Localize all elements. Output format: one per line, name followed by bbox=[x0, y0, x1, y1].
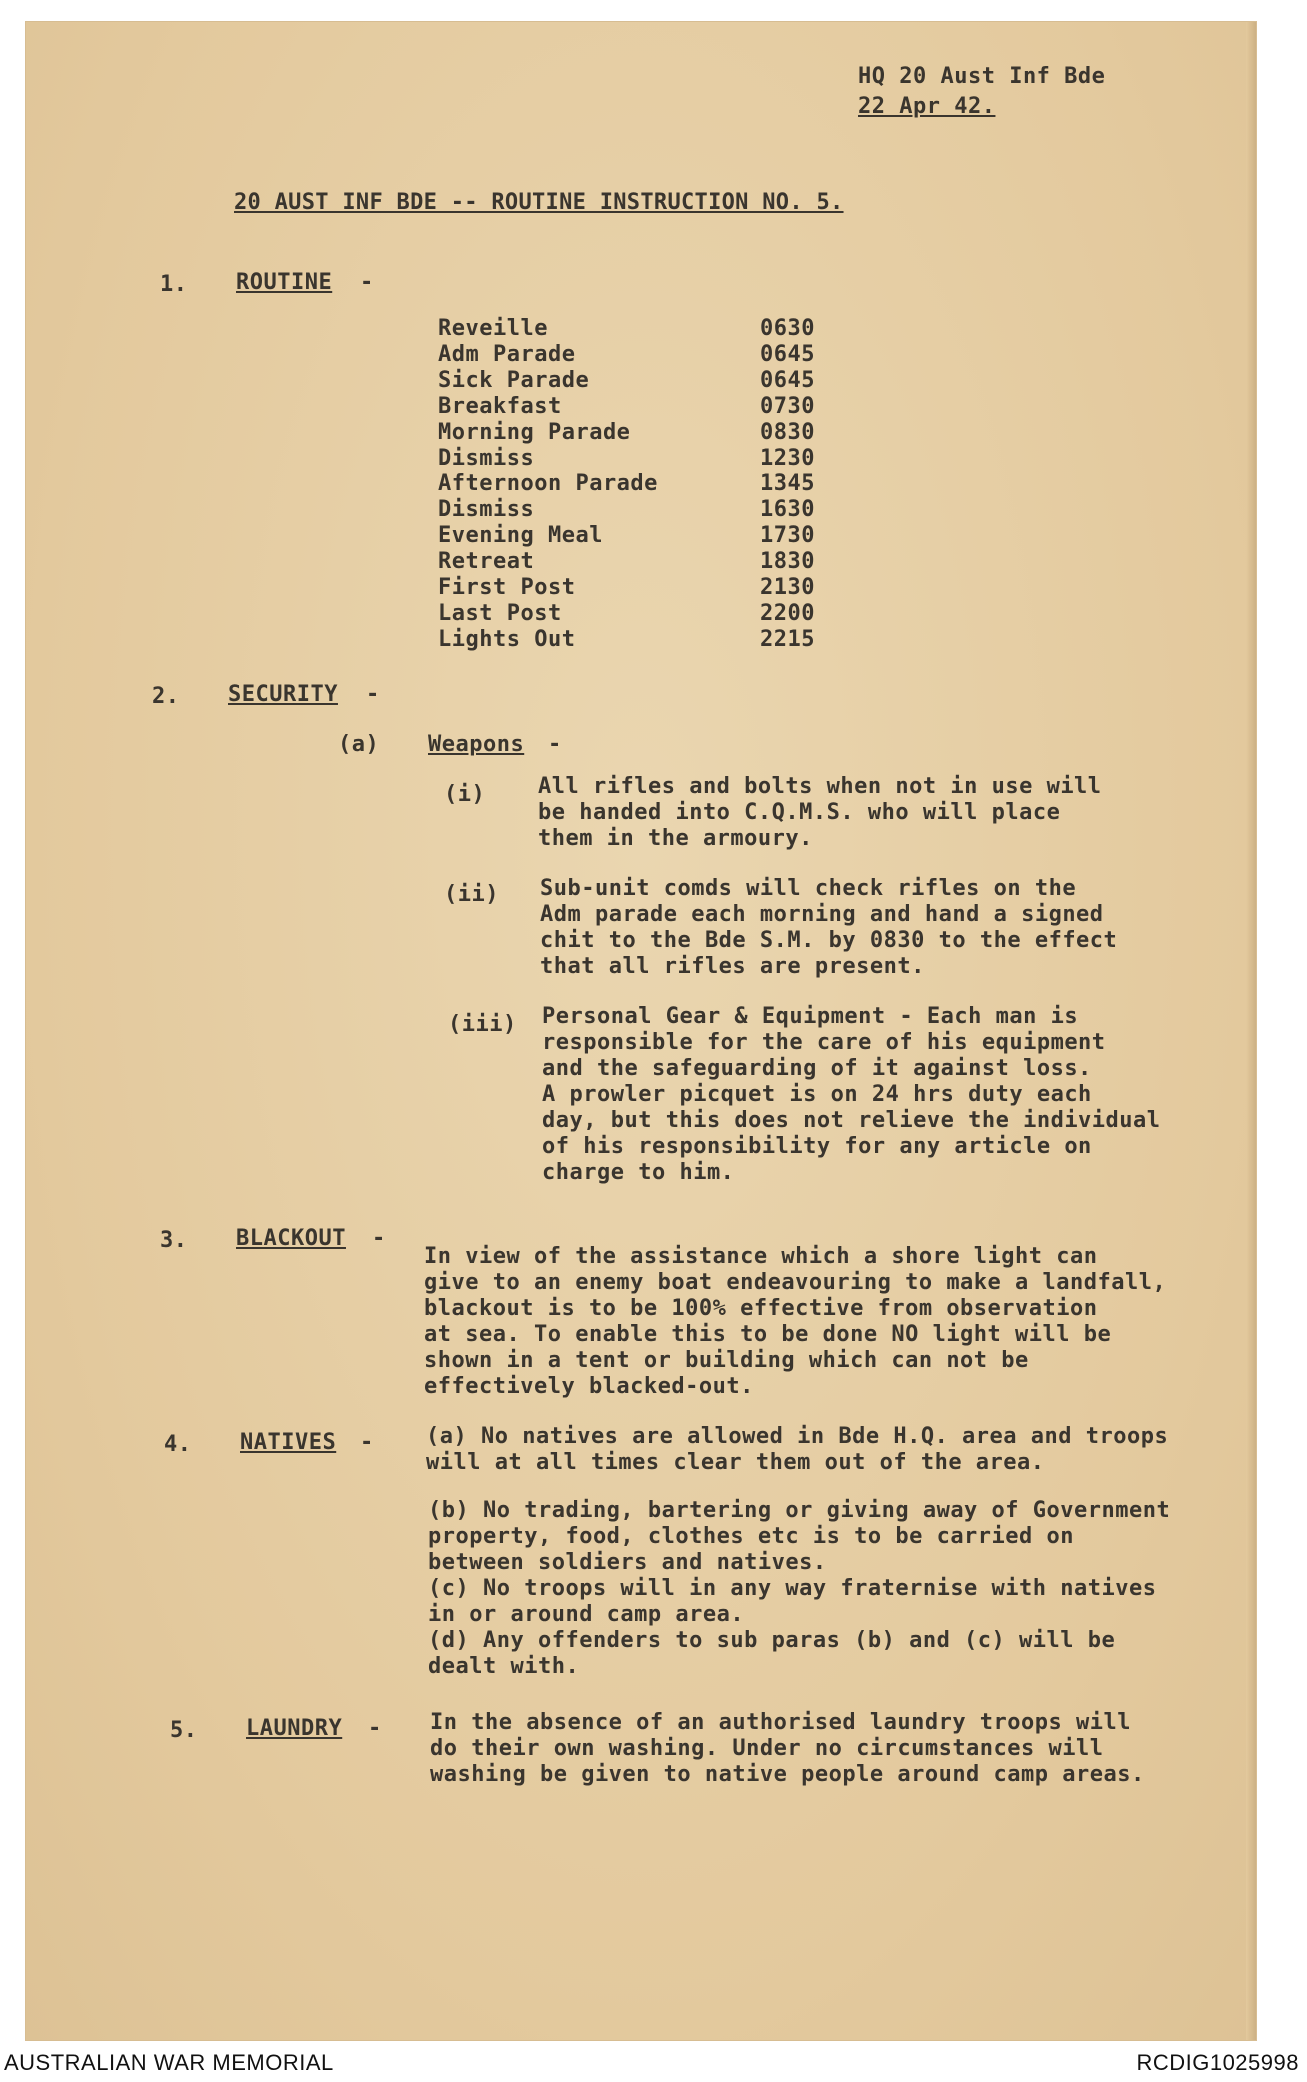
section-1-number: 1. bbox=[160, 272, 188, 297]
routine-event: Last Post bbox=[438, 600, 562, 626]
security-item-3-text: Personal Gear & Equipment - Each man is responsible for the care of his equipment and the safeguarding of it against loss. A prowler picquet is on 24 hrs duty each day, but this does not relieve the individual of his responsibility for any article on charge to him. bbox=[542, 1004, 1161, 1185]
routine-row bbox=[438, 471, 838, 497]
routine-time: 0630 bbox=[760, 316, 815, 341]
routine-row bbox=[438, 368, 838, 394]
routine-event: Dismiss bbox=[438, 497, 535, 523]
routine-event: Retreat bbox=[438, 549, 535, 575]
section-5-number: 5. bbox=[170, 1718, 198, 1743]
section-5-heading: LAUNDRY bbox=[246, 1716, 343, 1741]
header-date: 22 Apr 42. bbox=[858, 94, 996, 119]
routine-time: 1630 bbox=[760, 497, 815, 523]
routine-event: Breakfast bbox=[438, 393, 562, 419]
routine-row bbox=[438, 575, 838, 601]
routine-row bbox=[438, 627, 838, 653]
routine-row bbox=[438, 601, 838, 627]
section-2-dash: - bbox=[366, 682, 380, 707]
document-title: 20 AUST INF BDE -- ROUTINE INSTRUCTION NO. 5. bbox=[234, 190, 844, 215]
routine-event: Morning Parade bbox=[438, 419, 631, 445]
routine-event: Reveille bbox=[438, 316, 548, 341]
security-sub-heading: Weapons bbox=[428, 732, 525, 757]
routine-time: 2200 bbox=[760, 600, 815, 626]
section-3-dash: - bbox=[372, 1226, 386, 1251]
security-item-3-number: (iii) bbox=[448, 1012, 517, 1037]
section-2-number: 2. bbox=[152, 684, 180, 709]
routine-row bbox=[438, 446, 838, 472]
routine-event: Dismiss bbox=[438, 445, 535, 471]
routine-time: 1830 bbox=[760, 549, 815, 575]
section-5-dash: - bbox=[368, 1716, 382, 1741]
security-sub-label: (a) bbox=[338, 732, 380, 757]
blackout-text: In view of the assistance which a shore light can give to an enemy boat endeavouring to make a landfall, blackout is to be 100% effective from observation at sea. To enable this to be done NO light will be shown in a tent or building which can not be effectively blacked-out. bbox=[424, 1244, 1167, 1399]
routine-time: 1345 bbox=[760, 471, 815, 497]
routine-event: Sick Parade bbox=[438, 367, 590, 393]
footer-reference: RCDIG1025998 bbox=[1136, 2050, 1299, 2075]
security-sub-dash: - bbox=[548, 732, 562, 757]
section-4-number: 4. bbox=[164, 1432, 192, 1457]
security-item-1-text: All rifles and bolts when not in use will be handed into C.Q.M.S. who will place them in the armoury. bbox=[538, 774, 1102, 851]
routine-time: 0730 bbox=[760, 393, 815, 419]
section-4-dash: - bbox=[360, 1430, 374, 1455]
section-1-dash: - bbox=[360, 270, 374, 295]
routine-time: 2130 bbox=[760, 575, 815, 600]
natives-text-b: (b) No trading, bartering or giving away of Government property, food, clothes etc is to be carried on between soldiers and natives. (c) No troops will in any way fraternise with natives in or around camp area. (d) Any offenders to sub paras (b) and (c) will be dealt with. bbox=[428, 1498, 1171, 1679]
footer-source: AUSTRALIAN WAR MEMORIAL bbox=[4, 2050, 334, 2075]
routine-row bbox=[438, 394, 838, 420]
routine-time: 1730 bbox=[760, 523, 815, 549]
header-hq: HQ 20 Aust Inf Bde bbox=[858, 64, 1106, 89]
routine-event: Evening Meal bbox=[438, 523, 603, 549]
routine-time: 2215 bbox=[760, 626, 815, 652]
security-item-2-number: (ii) bbox=[444, 882, 499, 907]
routine-time: 0645 bbox=[760, 367, 815, 393]
routine-row bbox=[438, 342, 838, 368]
section-2-heading: SECURITY bbox=[228, 682, 338, 707]
routine-event: Lights Out bbox=[438, 626, 576, 652]
laundry-text: In the absence of an authorised laundry troops will do their own washing. Under no circumstances will washing be given to native people around camp areas. bbox=[430, 1710, 1145, 1787]
routine-time: 0830 bbox=[760, 419, 815, 445]
section-4-heading: NATIVES bbox=[240, 1430, 337, 1455]
routine-row bbox=[438, 497, 838, 523]
section-3-heading: BLACKOUT bbox=[236, 1226, 346, 1251]
natives-text-a: (a) No natives are allowed in Bde H.Q. area and troops will at all times clear them out of the area. bbox=[426, 1424, 1169, 1475]
routine-row bbox=[438, 420, 838, 446]
section-3-number: 3. bbox=[160, 1228, 188, 1253]
security-item-2-text: Sub-unit comds will check rifles on the Adm parade each morning and hand a signed chit to the Bde S.M. by 0830 to the effect that all rifles are present. bbox=[540, 876, 1118, 979]
routine-event: Afternoon Parade bbox=[438, 471, 658, 497]
routine-row bbox=[438, 549, 838, 575]
security-item-1-number: (i) bbox=[444, 782, 486, 807]
paper-edge bbox=[1246, 22, 1256, 2040]
routine-event: First Post bbox=[438, 575, 576, 600]
routine-time: 1230 bbox=[760, 445, 815, 471]
routine-time: 0645 bbox=[760, 341, 815, 367]
routine-row bbox=[438, 523, 838, 549]
section-1-heading: ROUTINE bbox=[236, 270, 333, 295]
routine-event: Adm Parade bbox=[438, 341, 576, 367]
routine-row bbox=[438, 316, 838, 342]
